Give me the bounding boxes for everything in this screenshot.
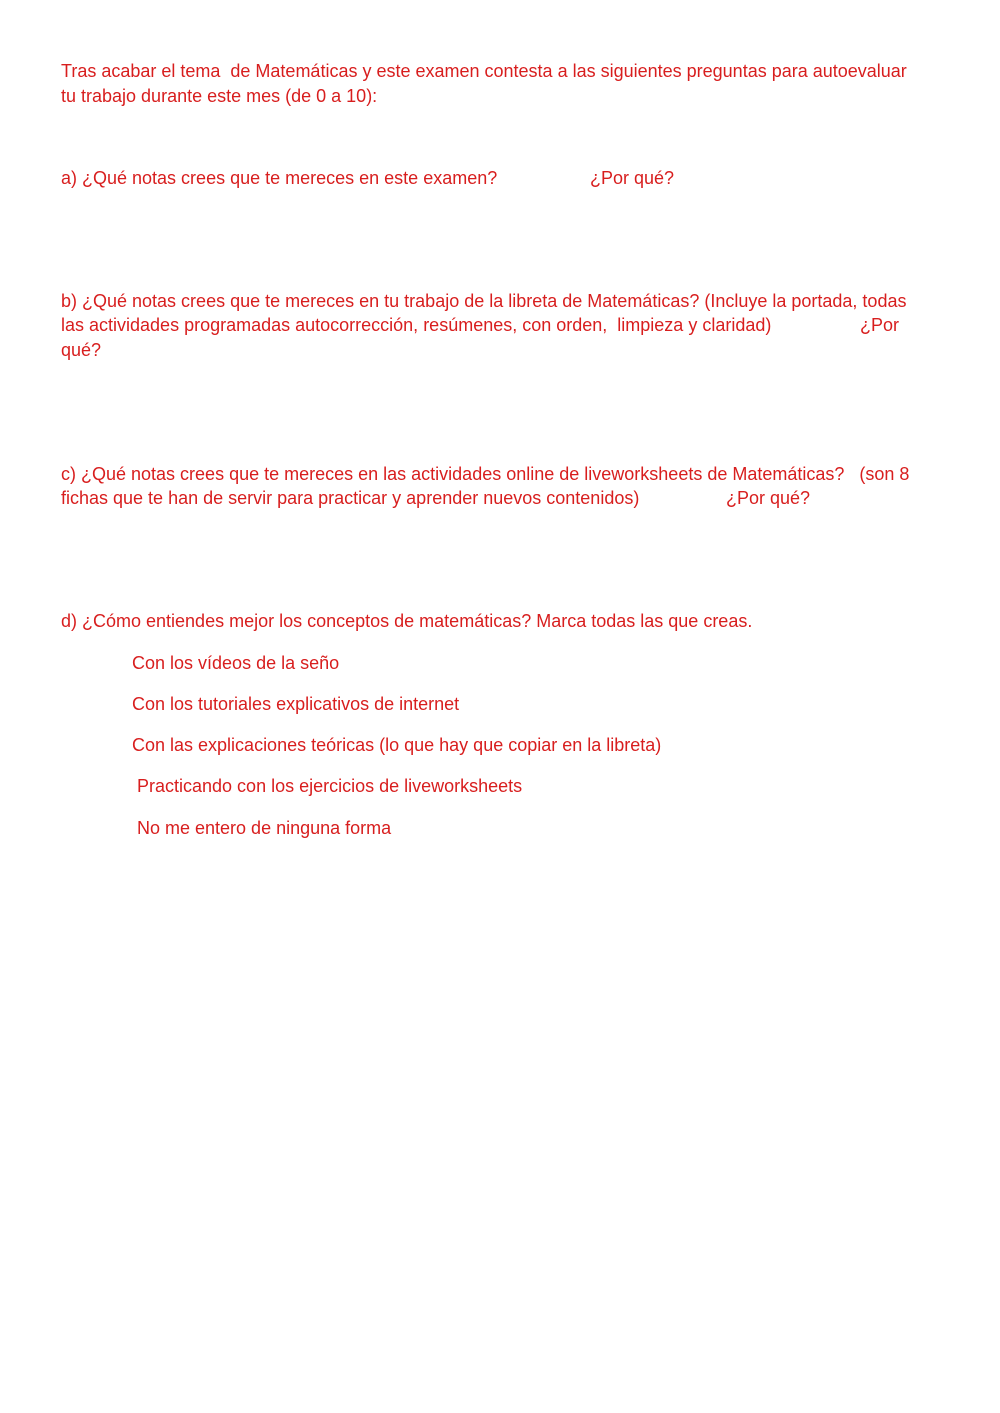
- question-b-why-2: qué?: [61, 340, 102, 360]
- question-d: d) ¿Cómo entiendes mejor los conceptos de matemáticas? Marca todas las que creas.: [61, 611, 753, 631]
- question-c-why: ¿Por qué?: [726, 488, 811, 508]
- option-theory[interactable]: Con las explicaciones teóricas (lo que hay que copiar en la libreta): [132, 735, 662, 755]
- question-c-line-1: c) ¿Qué notas crees que te mereces en las actividades online de liveworksheets de Matemáticas? (son 8: [61, 464, 910, 484]
- question-b-line-1: b) ¿Qué notas crees que te mereces en tu trabajo de la libreta de Matemáticas? (Incluye la portada, todas: [61, 291, 907, 311]
- option-tutorials[interactable]: Con los tutoriales explicativos de internet: [132, 694, 460, 714]
- question-c-line-2: fichas que te han de servir para practicar y aprender nuevos contenidos): [61, 488, 640, 508]
- option-videos[interactable]: Con los vídeos de la seño: [132, 653, 340, 673]
- option-none[interactable]: No me entero de ninguna forma: [137, 818, 392, 838]
- question-b-line-2: las actividades programadas autocorrección, resúmenes, con orden, limpieza y claridad): [61, 315, 772, 335]
- question-a: a) ¿Qué notas crees que te mereces en este examen?: [61, 168, 498, 188]
- intro-line-1: Tras acabar el tema de Matemáticas y este examen contesta a las siguientes preguntas para autoevaluar: [61, 61, 907, 81]
- option-liveworksheets[interactable]: Practicando con los ejercicios de liveworksheets: [137, 776, 523, 796]
- question-b-why-1: ¿Por: [860, 315, 900, 335]
- question-a-why: ¿Por qué?: [590, 168, 675, 188]
- intro-line-2: tu trabajo durante este mes (de 0 a 10):: [61, 86, 378, 106]
